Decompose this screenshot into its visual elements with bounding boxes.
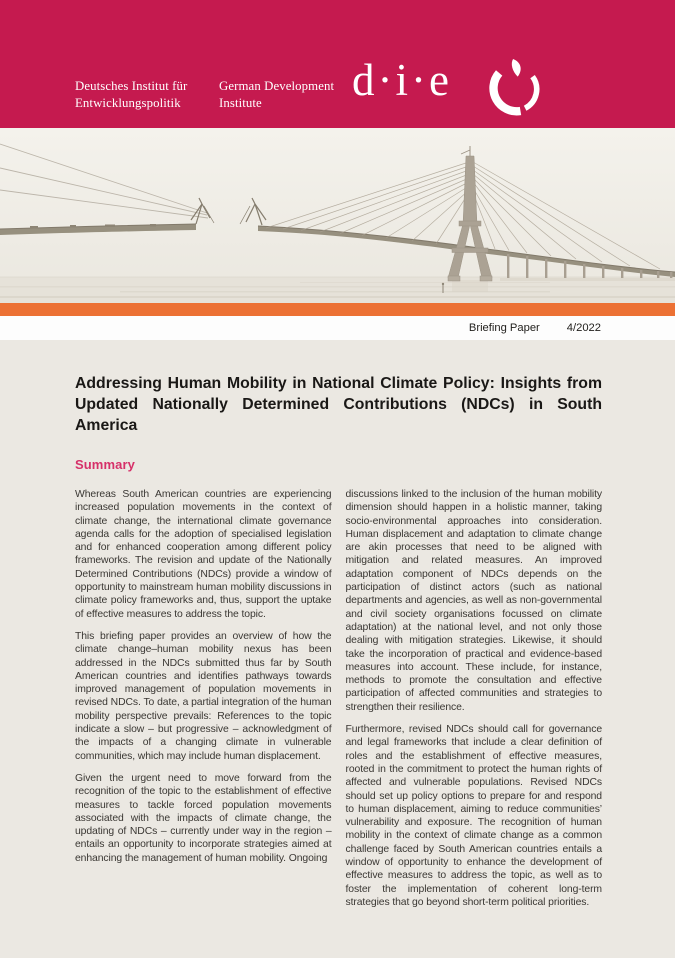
paragraph: Furthermore, revised NDCs should call for governance and legal frameworks that include a clear definition of roles and the establishment of effective measures, rooted in the commitment to protect the human rights of affected and vulnerable populations. Revised NDCs should set up policy options to prepare for and respond to human displacement, aiming to reduce communities’ vulnerability and exposure. The recognition of human mobility in the context of climate change as a common challenge faced by South American countries entails a window of opportunity to enhance the development of effective measures to address the topic, as well as to foster the implementation of coherent long-term strategies that go beyond short-term political priorities. — [345, 724, 602, 908]
paragraph: This briefing paper provides an overview of how the climate change–human mobility nexus has been addressed in the NDCs submitted thus far by South American countries and identifies pathways towards improved management of population movements in revised NDCs. To date, a partial integration of the human mobility perspective prevails: References to the topic indicate a slow – but progressive – acknowledgment of the impacts of a changing climate in vulnerable communities, which may include human displacement. — [75, 630, 332, 762]
die-wordmark: d·i·e — [352, 55, 452, 105]
masthead — [0, 0, 675, 129]
summary-heading: Summary — [75, 457, 135, 472]
series-label: Briefing Paper — [468, 322, 540, 334]
die-swirl-icon — [488, 54, 540, 116]
issue-band — [0, 316, 675, 340]
org-name-english-line1: German Development — [219, 79, 335, 93]
issue-number: 4/2022 — [566, 322, 601, 334]
right-column — [346, 488, 603, 918]
paragraph: Given the urgent need to move forward from the recognition of the topic to the establishment of effective measures to tackle forced population movements associated with the impacts of climate change, the updating of NDCs – currently under way in the region – entails an opportunity to incorporate strategies aimed at enhancing the management of human mobility. Ongoing — [75, 772, 332, 864]
paragraph: Whereas South American countries are experiencing increased population movements in the context of climate change, the international climate governance agenda calls for the adoption of specialised legislation and for enhanced cooperation among different policy frameworks. The revision and update of the Nationally Determined Contributions (NDCs) provide a window of opportunity to mainstream human mobility discussions in climate policy frameworks and, thus, support the uptake of effective measures to address the topic. — [75, 489, 332, 620]
org-name-german-line2: Entwicklungspolitik — [75, 95, 181, 110]
paragraph: discussions linked to the inclusion of the human mobility dimension should happen in a holistic manner, taking socio-environmental approaches into consideration. Human displacement and adaptation to climate change are akin processes that need to be aligned with mitigation and related measures. An improved adaptation component of NDCs depends on the participation of distinct actors (such as national departments and agencies, as well as non-governmental and civil society organisations focussed on climate adaptation) at the national level, and not only those dealing with mitigation strategies. Likewise, it should take the incorporation of practical and evidence-based measures into account. These include, for instance, methods to promote the consultation and effective participation of affected communities and strategies to strengthen their resilience. — [345, 489, 602, 713]
left-column — [75, 488, 332, 918]
org-name-english — [219, 78, 334, 111]
photo-water — [0, 272, 675, 303]
two-column-text — [75, 488, 602, 918]
paper-title-line2: Updated Nationally Determined Contributions (NDCs) in South America — [75, 396, 602, 434]
org-name-english-line2: Institute — [219, 95, 262, 110]
paper-title-line1: Addressing Human Mobility in National Climate Policy: Insights from — [75, 375, 602, 392]
article-body — [0, 340, 675, 958]
orange-divider — [0, 303, 675, 316]
bridge-photo — [0, 128, 675, 303]
org-name-german-line1: Deutsches Institut für — [75, 79, 188, 93]
org-name-german — [75, 78, 187, 111]
bridge-photo-illustration — [0, 128, 675, 303]
paper-title — [75, 373, 602, 436]
